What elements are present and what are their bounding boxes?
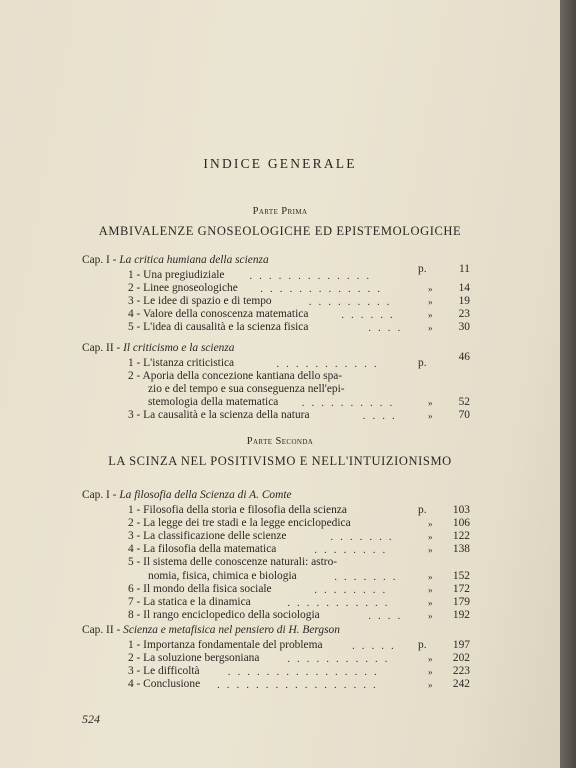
ditto-mark: » xyxy=(428,532,433,543)
part-1-title: AMBIVALENZE GNOSEOLOGICHE ED EPISTEMOLOGICHE xyxy=(98,224,462,238)
toc-entry[interactable]: 1 - Importanza fondamentale del problema xyxy=(128,639,323,651)
toc-entry[interactable]: 1 - L'istanza criticistica xyxy=(128,357,235,369)
page-number-ref[interactable]: 179 xyxy=(452,595,470,608)
toc-entry[interactable]: 7 - La statica e la dinamica xyxy=(128,595,251,608)
chapter-number: Cap. II - xyxy=(82,624,124,636)
page-number-ref[interactable]: 202 xyxy=(452,652,470,665)
toc-entry-continuation[interactable]: nomia, fisica, chimica e biologia xyxy=(148,569,297,582)
toc-entry[interactable]: 8 - Il rango enciclopedico della sociologia xyxy=(128,608,320,621)
next-page-edge xyxy=(560,0,576,768)
leader-dots: ..... xyxy=(352,640,401,652)
chapter-heading xyxy=(82,489,292,502)
ditto-mark: » xyxy=(428,284,433,295)
ditto-mark: » xyxy=(428,597,433,608)
leader-dots: ....... xyxy=(330,531,399,544)
page-number-ref[interactable]: 192 xyxy=(452,608,470,621)
leader-dots: .... xyxy=(368,322,408,335)
toc-entry[interactable]: 1 - Una pregiudiziale xyxy=(128,269,225,281)
toc-entry[interactable]: 3 - La classificazione delle scienze xyxy=(128,530,287,543)
ditto-mark: » xyxy=(428,297,433,308)
leader-dots: .... xyxy=(368,609,408,622)
leader-dots: ........ xyxy=(314,544,393,557)
page-number-ref[interactable]: 46 xyxy=(458,351,470,363)
leader-dots: ........ xyxy=(314,583,393,596)
part-2-title: LA SCINZA NEL POSITIVISMO E NELL'INTUIZIONISMO xyxy=(108,454,452,468)
ditto-mark: » xyxy=(428,667,433,678)
page-number-ref[interactable]: 52 xyxy=(458,396,470,409)
toc-entry-continuation[interactable]: zio e del tempo e sua conseguenza nell'epi- xyxy=(148,383,345,396)
page-number-ref[interactable]: 223 xyxy=(452,665,470,678)
leader-dots: ........... xyxy=(287,596,395,609)
index-title: INDICE GENERALE xyxy=(203,156,357,171)
leader-dots: ........... xyxy=(287,653,395,666)
page-number-ref[interactable]: 197 xyxy=(452,639,470,651)
leader-dots: ............. xyxy=(249,270,377,282)
leader-dots: ......... xyxy=(308,296,397,309)
ditto-mark: » xyxy=(428,571,433,582)
leader-dots: ................. xyxy=(217,679,383,692)
chapter-title: La filosofia della Scienza di A. Comte xyxy=(119,489,292,501)
toc-entry[interactable]: 2 - Linee gnoseologiche xyxy=(128,282,238,295)
leader-dots: ............. xyxy=(260,283,387,296)
toc-entry[interactable]: 3 - La causalità e la scienza della natura xyxy=(128,409,310,422)
page-number-ref[interactable]: 11 xyxy=(459,263,470,275)
page-abbrev: p. xyxy=(418,357,427,369)
toc-entry[interactable]: 3 - Le idee di spazio e di tempo xyxy=(128,295,272,308)
part-1-label: Parte Prima xyxy=(252,206,308,217)
page-abbrev: p. xyxy=(418,263,427,275)
toc-entry[interactable]: 4 - Conclusione xyxy=(128,678,201,691)
page-number-ref[interactable]: 19 xyxy=(458,295,470,308)
page-number-ref[interactable]: 122 xyxy=(452,530,470,543)
ditto-mark: » xyxy=(428,323,433,334)
toc-entry[interactable]: 4 - Valore della conoscenza matematica xyxy=(128,308,309,321)
page-number-ref[interactable]: 23 xyxy=(458,308,470,321)
leader-dots: ...... xyxy=(341,309,400,322)
ditto-mark: » xyxy=(428,519,433,530)
page-number-ref[interactable]: 70 xyxy=(458,409,470,422)
ditto-mark: » xyxy=(428,545,433,556)
page-number-ref[interactable]: 242 xyxy=(452,678,470,691)
toc-entry[interactable]: 5 - Il sistema delle conoscenze naturali: astro- xyxy=(128,556,338,569)
chapter-title: La critica humiana della scienza xyxy=(119,254,269,266)
toc-entry[interactable]: 1 - Filosofia della storia e filosofia della scienza xyxy=(128,504,347,516)
part-2-label: Parte Seconda xyxy=(246,436,314,447)
chapter-title: Il criticismo e la scienza xyxy=(123,342,235,354)
leader-dots: .... xyxy=(362,410,402,423)
page-number-ref[interactable]: 152 xyxy=(452,569,470,582)
page-number-ref[interactable]: 106 xyxy=(452,517,470,530)
ditto-mark: » xyxy=(428,398,433,409)
chapter-heading xyxy=(82,254,269,267)
toc-entry[interactable]: 3 - Le difficoltà xyxy=(128,665,200,678)
toc-entry[interactable]: 5 - L'idea di causalità e la scienza fisica xyxy=(128,321,309,334)
page-abbrev: p. xyxy=(418,639,427,651)
chapter-number: Cap. I - xyxy=(82,489,120,501)
page-abbrev: p. xyxy=(418,504,427,516)
ditto-mark: » xyxy=(428,610,433,621)
leader-dots: ....... xyxy=(334,570,403,583)
page-number-ref[interactable]: 172 xyxy=(452,582,470,595)
page-number: 524 xyxy=(82,712,100,726)
toc-entry[interactable]: 4 - La filosofia della matematica xyxy=(128,543,277,556)
chapter-number: Cap. II - xyxy=(82,342,124,354)
leader-dots: ................ xyxy=(227,666,384,679)
toc-entry-continuation[interactable]: stemologia della matematica xyxy=(148,396,279,409)
ditto-mark: » xyxy=(428,654,433,665)
ditto-mark: » xyxy=(428,411,433,422)
chapter-heading xyxy=(82,342,234,355)
page-number-ref[interactable]: 30 xyxy=(458,321,470,334)
chapter-heading xyxy=(82,624,340,637)
ditto-mark: » xyxy=(428,584,433,595)
leader-dots: .......... xyxy=(301,397,400,410)
toc-entry[interactable]: 6 - Il mondo della fisica sociale xyxy=(128,582,272,595)
toc-entry[interactable]: 2 - La soluzione bergsoniana xyxy=(128,652,260,665)
page-number-ref[interactable]: 138 xyxy=(452,543,470,556)
toc-entry[interactable]: 2 - Aporia della concezione kantiana dello spa- xyxy=(128,370,343,383)
page-number-ref[interactable]: 103 xyxy=(452,504,470,516)
chapter-title: Scienza e metafisica nel pensiero di H. Bergson xyxy=(123,624,340,636)
chapter-number: Cap. I - xyxy=(82,254,120,266)
toc-entry[interactable]: 2 - La legge dei tre stadi e la legge enciclopedica xyxy=(128,517,351,530)
page-number-ref[interactable]: 14 xyxy=(458,282,470,295)
ditto-mark: » xyxy=(428,680,433,691)
leader-dots: ........... xyxy=(276,358,384,370)
ditto-mark: » xyxy=(428,310,433,321)
